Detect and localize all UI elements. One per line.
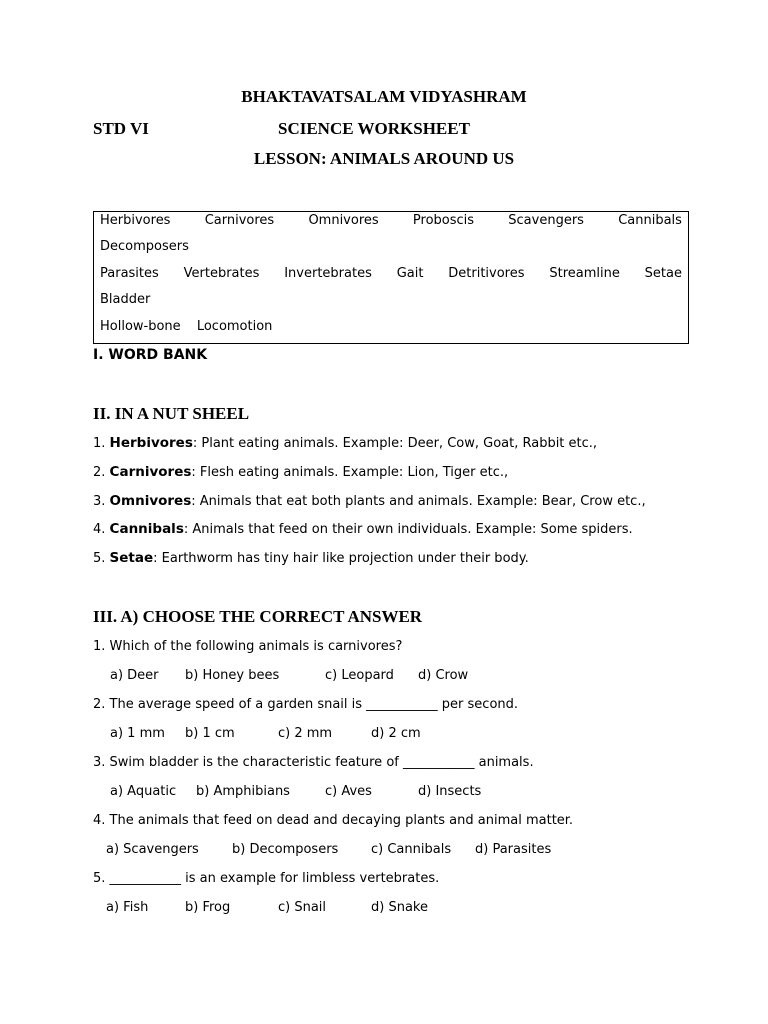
question-text: 1. Which of the following animals is carnivores? (93, 639, 403, 654)
answer-option: c) Aves (325, 784, 372, 799)
word: Scavengers (508, 213, 584, 228)
word-row (100, 213, 682, 231)
item-number: 1. (93, 436, 110, 451)
answer-option: a) Deer (110, 668, 159, 683)
answer-option: b) Honey bees (185, 668, 280, 683)
item-term: Setae (109, 550, 154, 566)
school-name: BHAKTAVATSALAM VIDYASHRAM (241, 87, 527, 106)
word: Streamline (549, 266, 620, 281)
answer-option: b) Amphibians (196, 784, 290, 799)
answer-option: b) Frog (185, 900, 231, 915)
word-box (93, 211, 689, 344)
word: Carnivores (204, 213, 275, 228)
section-heading-nutshell: II. IN A NUT SHEEL (93, 404, 250, 423)
answer-option: d) Snake (371, 900, 428, 915)
list-item (93, 464, 508, 480)
answer-option: a) 1 mm (110, 726, 165, 741)
item-term: Herbivores (109, 435, 193, 451)
section-heading-word-bank: I. WORD BANK (93, 347, 208, 363)
item-definition: : Plant eating animals. Example: Deer, Cow, Goat, Rabbit etc., (192, 436, 598, 451)
answer-option: b) Decomposers (232, 842, 339, 857)
word: Proboscis (412, 213, 475, 228)
word: Decomposers (100, 239, 189, 254)
item-number: 3. (93, 494, 110, 509)
word: Bladder (100, 292, 151, 307)
question-text: 2. The average speed of a garden snail is ___________ per second. (93, 697, 519, 712)
item-definition: : Earthworm has tiny hair like projection under their body. (153, 551, 529, 566)
word-row (100, 292, 682, 310)
word: Locomotion (196, 319, 273, 334)
question-text: 3. Swim bladder is the characteristic feature of ___________ animals. (93, 755, 534, 770)
list-item (93, 550, 529, 566)
word-row (100, 266, 682, 284)
answer-option: c) Leopard (325, 668, 394, 683)
answer-option: a) Scavengers (106, 842, 199, 857)
word-row (100, 319, 682, 337)
worksheet-title: SCIENCE WORKSHEET (278, 119, 470, 138)
word: Vertebrates (183, 266, 260, 281)
word: Herbivores (100, 213, 171, 228)
answer-option: b) 1 cm (185, 726, 235, 741)
question-text: 5. ___________ is an example for limbless vertebrates. (93, 871, 440, 886)
answer-option: d) Crow (418, 668, 469, 683)
word: Gait (396, 266, 424, 281)
standard-label: STD VI (93, 119, 149, 138)
answer-option: d) Insects (418, 784, 482, 799)
answer-option: a) Fish (106, 900, 149, 915)
item-definition: : Animals that feed on their own individuals. Example: Some spiders. (183, 522, 633, 537)
lesson-title: LESSON: ANIMALS AROUND US (253, 149, 515, 168)
word: Setae (644, 266, 682, 281)
list-item (93, 493, 646, 509)
answer-option: d) 2 cm (371, 726, 421, 741)
section-heading-choose: III. A) CHOOSE THE CORRECT ANSWER (93, 607, 423, 626)
word: Hollow-bone (100, 319, 181, 334)
item-definition: : Flesh eating animals. Example: Lion, Tiger etc., (191, 465, 509, 480)
question-text: 4. The animals that feed on dead and decaying plants and animal matter. (93, 813, 574, 828)
answer-option: c) Snail (278, 900, 327, 915)
item-term: Carnivores (109, 464, 192, 480)
word: Invertebrates (284, 266, 372, 281)
item-term: Cannibals (109, 521, 184, 537)
word-row (100, 239, 682, 257)
item-definition: : Animals that eat both plants and animals. Example: Bear, Crow etc., (191, 494, 646, 509)
word: Detritivores (448, 266, 525, 281)
word: Cannibals (618, 213, 682, 228)
item-number: 2. (93, 465, 110, 480)
list-item (93, 521, 633, 537)
item-number: 5. (93, 551, 110, 566)
answer-option: c) Cannibals (371, 842, 452, 857)
answer-option: a) Aquatic (110, 784, 177, 799)
item-number: 4. (93, 522, 110, 537)
word: Omnivores (308, 213, 379, 228)
answer-option: c) 2 mm (278, 726, 333, 741)
word: Parasites (100, 266, 159, 281)
answer-option: d) Parasites (475, 842, 552, 857)
list-item (93, 435, 597, 451)
item-term: Omnivores (109, 493, 192, 509)
